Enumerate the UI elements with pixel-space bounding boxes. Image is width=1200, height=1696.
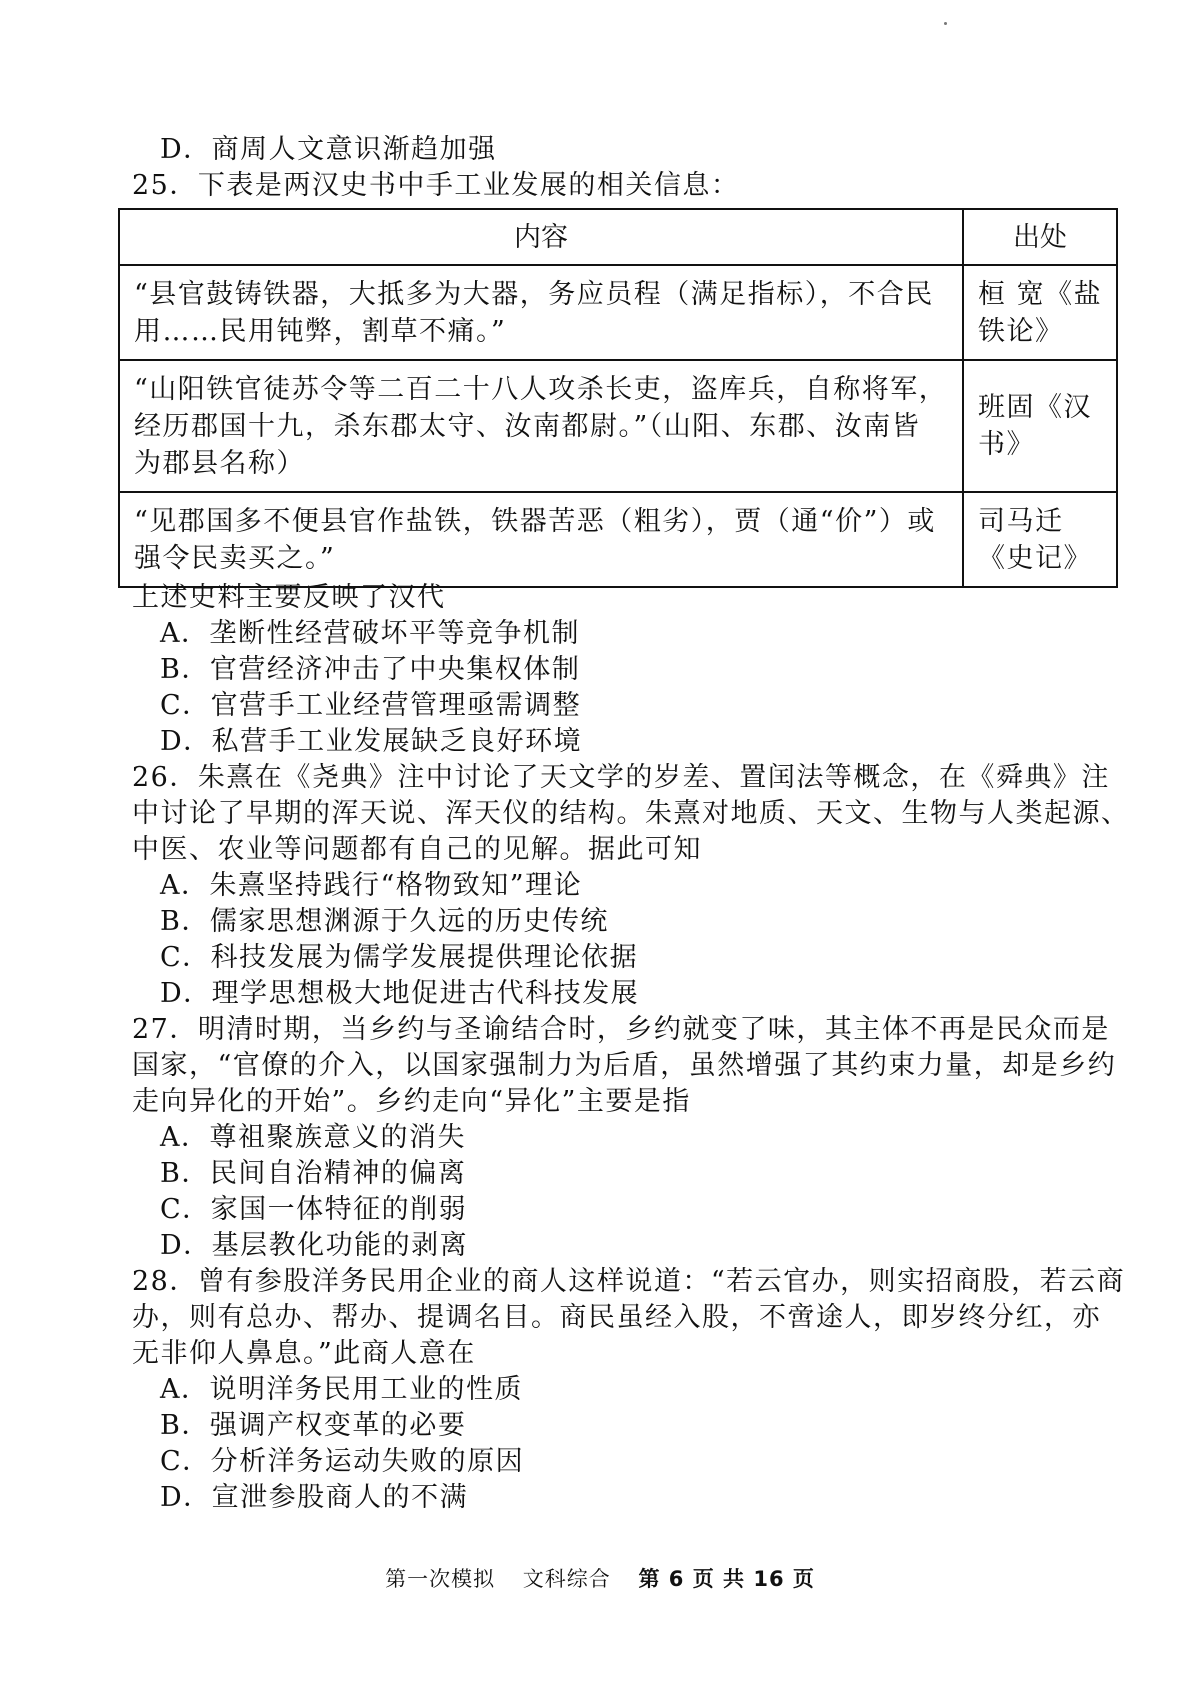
- q25-stem: 25．下表是两汉史书中手工业发展的相关信息：: [132, 170, 740, 201]
- q27-option-a: A．尊祖聚族意义的消失: [160, 1122, 466, 1153]
- q27-option-d: D．基层教化功能的剥离: [160, 1230, 469, 1261]
- table-header-row: [119, 209, 1117, 265]
- q25-option-a: A．垄断性经营破坏平等竞争机制: [160, 618, 580, 649]
- cell-line: “县官鼓铸铁器，大抵多为大器，务应员程（满足指标），不合民: [134, 279, 934, 310]
- table-row: [119, 360, 1117, 492]
- scan-speck: [944, 22, 947, 25]
- q25-option-d: D．私营手工业发展缺乏良好环境: [160, 726, 583, 757]
- q27-option-c: C．家国一体特征的削弱: [160, 1194, 468, 1225]
- q26-stem-line: 26．朱熹在《尧典》注中讨论了天文学的岁差、置闰法等概念，在《舜典》注: [132, 762, 1110, 793]
- q25-source-table: [118, 208, 1118, 588]
- q24-option-d: D．商周人文意识渐趋加强: [160, 134, 497, 165]
- source-line: 书》: [978, 429, 1035, 460]
- q28-stem-line: 28．曾有参股洋务民用企业的商人这样说道：“若云官办，则实招商股，若云商: [132, 1266, 1126, 1297]
- q26-option-c: C．科技发展为儒学发展提供理论依据: [160, 942, 639, 973]
- q28-option-c: C．分析洋务运动失败的原因: [160, 1446, 525, 1477]
- cell-line: “山阳铁官徒苏令等二百二十八人攻杀长吏，盗库兵，自称将军，: [134, 374, 948, 405]
- source-line: 《史记》: [978, 543, 1092, 574]
- q26-option-d: D．理学思想极大地促进古代科技发展: [160, 978, 640, 1009]
- q28-stem-line: 办，则有总办、帮办、提调名目。商民虽经入股，不啻途人，即岁终分红，亦: [132, 1302, 1101, 1333]
- cell-line: “见郡国多不便县官作盐铁，铁器苦恶（粗劣），贾（通“价”）或: [134, 506, 936, 537]
- cell-line: 用……民用钝弊，割草不痛。”: [134, 316, 507, 347]
- header-content: 内容: [119, 209, 963, 265]
- source-line: 司马迁: [978, 506, 1064, 537]
- cell-line: 强令民卖买之。”: [134, 543, 336, 574]
- source-line: 桓 宽《盐: [978, 279, 1103, 310]
- q25-option-c: C．官营手工业经营管理亟需调整: [160, 690, 582, 721]
- header-source: 出处: [963, 209, 1117, 265]
- q28-option-d: D．宣泄参股商人的不满: [160, 1482, 469, 1513]
- page-footer: [0, 1563, 1200, 1593]
- footer-exam: 第一次模拟: [385, 1567, 496, 1591]
- q26-option-b: B．儒家思想渊源于久远的历史传统: [160, 906, 609, 937]
- q28-option-a: A．说明洋务民用工业的性质: [160, 1374, 523, 1405]
- q27-stem-line: 走向异化的开始”。乡约走向“异化”主要是指: [132, 1086, 691, 1117]
- cell-line: 为郡县名称）: [134, 448, 305, 479]
- footer-page-number: 第 6 页 共 16 页: [638, 1567, 815, 1591]
- q26-stem-line: 中讨论了早期的浑天说、浑天仪的结构。朱熹对地质、天文、生物与人类起源、: [132, 798, 1130, 829]
- footer-subject: 文科综合: [522, 1567, 611, 1591]
- q28-stem-line: 无非仰人鼻息。”此商人意在: [132, 1338, 476, 1369]
- q25-option-b: B．官营经济冲击了中央集权体制: [160, 654, 581, 685]
- table-row: [119, 492, 1117, 587]
- cell-line: 经历郡国十九，杀东郡太守、汝南都尉。”（山阳、东郡、汝南皆: [134, 411, 921, 442]
- q26-option-a: A．朱熹坚持践行“格物致知”理论: [160, 870, 583, 901]
- q27-option-b: B．民间自治精神的偏离: [160, 1158, 467, 1189]
- table-row: [119, 265, 1117, 360]
- q25-lead: 上述史料主要反映了汉代: [132, 582, 446, 613]
- q28-option-b: B．强调产权变革的必要: [160, 1410, 467, 1441]
- q27-stem-line: 国家，“官僚的介入，以国家强制力为后盾，虽然增强了其约束力量，却是乡约: [132, 1050, 1117, 1081]
- source-line: 班固《汉: [978, 392, 1092, 423]
- source-line: 铁论》: [978, 316, 1064, 347]
- q27-stem-line: 27．明清时期，当乡约与圣谕结合时，乡约就变了味，其主体不再是民众而是: [132, 1014, 1110, 1045]
- q26-stem-line: 中医、农业等问题都有自己的见解。据此可知: [132, 834, 702, 865]
